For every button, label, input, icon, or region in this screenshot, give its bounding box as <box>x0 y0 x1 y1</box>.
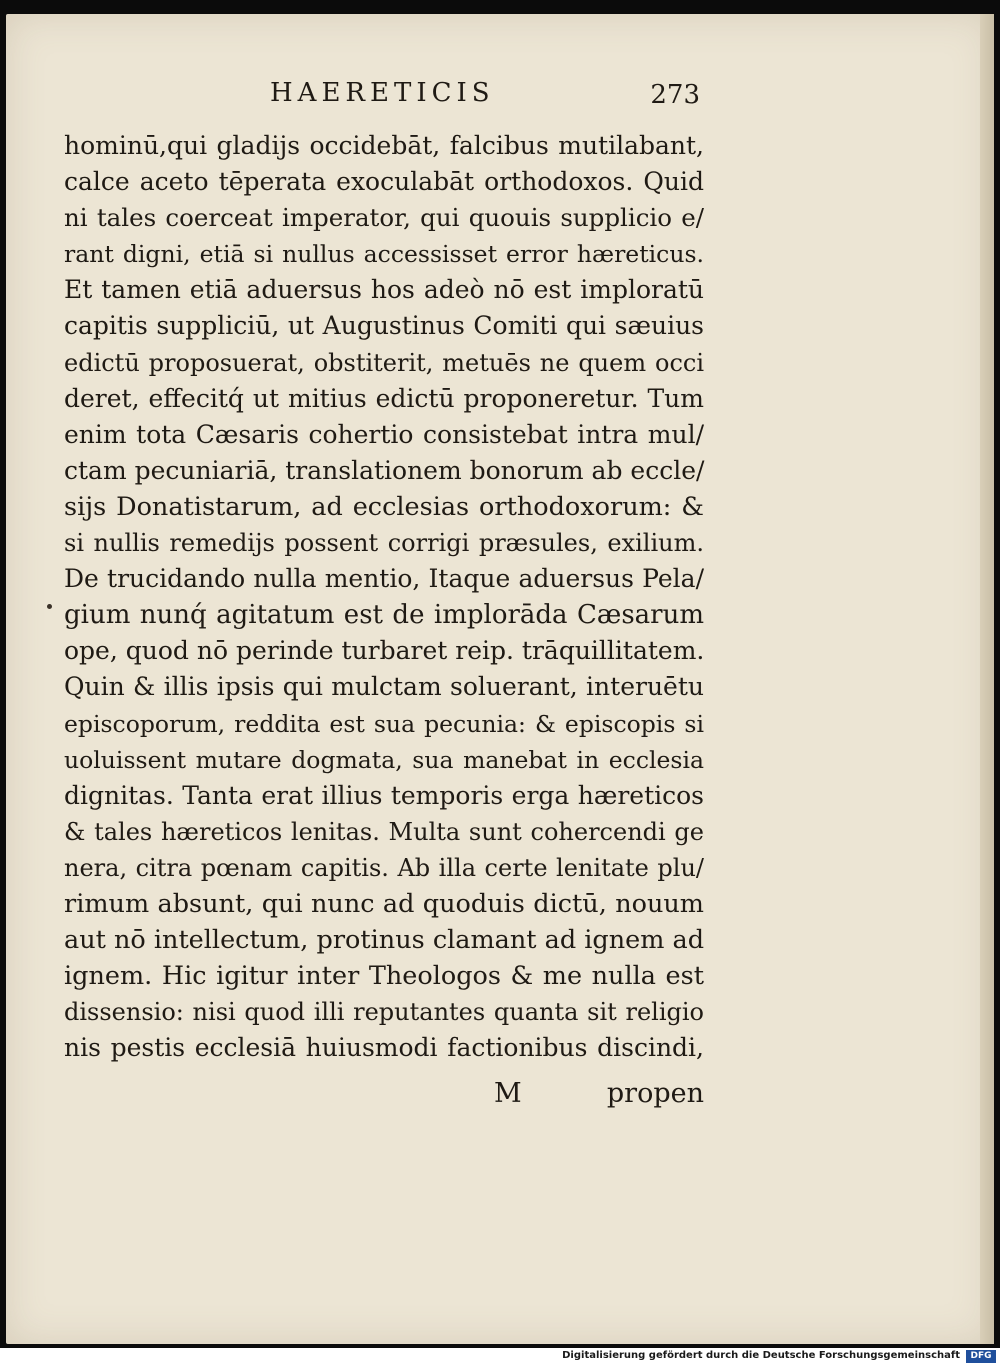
text-line: ope, quod nō perinde turbaret reip. trāquillitatem. <box>64 636 705 666</box>
page-edge <box>980 14 994 1344</box>
text-line: si nullis remedijs possent corrigi præsules, exilium. <box>64 529 704 558</box>
running-head <box>60 70 700 110</box>
text-line: ni tales coerceat imperator, qui quouis supplicio e/ <box>64 203 704 233</box>
text-line: enim tota Cæsaris cohertio consistebat intra mul/ <box>64 419 704 449</box>
text-line: calce aceto tēperata exoculabāt orthodoxos. Quid <box>64 167 704 197</box>
text-line: episcoporum, reddita est sua pecunia: & episcopis si <box>64 709 704 738</box>
text-line: nis pestis ecclesiā huiusmodi factionibus discindi, <box>64 1033 704 1063</box>
text-line: uoluissent mutare dogmata, sua manebat in ecclesia <box>64 745 704 774</box>
running-head-title: HAERETICIS <box>270 78 495 108</box>
text-line: rant digni, etiā si nullus accessisset error hæreticus. <box>64 240 704 269</box>
text-line: sijs Donatistarum, ad ecclesias orthodoxorum: & <box>64 491 704 522</box>
text-line: ignem. Hic igitur inter Theologos & me nulla est <box>64 961 704 992</box>
text-line: gium nunq́ agitatum est de implorāda Cæsarum <box>64 600 704 631</box>
text-line: dissensio: nisi quod illi reputantes quanta sit religio <box>64 998 704 1027</box>
catch-line <box>64 1078 704 1114</box>
text-line: edictū proposuerat, obstiterit, metuēs ne quem occi <box>64 348 704 377</box>
text-line: Et tamen etiā aduersus hos adeò nō est imploratū <box>64 275 704 305</box>
text-line: aut nō intellectum, protinus clamant ad ignem ad <box>64 925 705 956</box>
text-line: deret, effecitq́ ut mitius edictū proponeretur. Tum <box>64 383 704 413</box>
text-line: Quin & illis ipsis qui mulctam soluerant, interuētu <box>64 672 704 702</box>
text-line: hominū,qui gladijs occidebāt, falcibus mutilabant, <box>64 131 704 160</box>
funding-credit: Digitalisierung gefördert durch die Deutsche Forschungsgemeinschaft <box>562 1350 960 1361</box>
catchword: propen <box>606 1078 704 1109</box>
ink-speck <box>47 604 52 609</box>
dfg-logo: DFG <box>966 1350 996 1363</box>
text-line: nera, citra pœnam capitis. Ab illa certe lenitate plu/ <box>64 853 704 882</box>
text-line: De trucidando nulla mentio, Itaque aduersus Pela/ <box>64 564 704 594</box>
body-text <box>64 128 704 1066</box>
text-line: rimum absunt, qui nunc ad quoduis dictū, nouum <box>64 888 704 919</box>
page-number: 273 <box>650 80 700 110</box>
footer-bar <box>0 1348 1000 1366</box>
text-line: ctam pecuniariā, translationem bonorum ab eccle/ <box>64 455 705 485</box>
text-line: capitis suppliciū, ut Augustinus Comiti qui sæuius <box>64 311 704 341</box>
text-line: dignitas. Tanta erat illius temporis erga hæreticos <box>64 780 704 810</box>
text-line: & tales hæreticos lenitas. Multa sunt cohercendi ge <box>64 817 704 846</box>
signature-mark: M <box>494 1078 522 1109</box>
